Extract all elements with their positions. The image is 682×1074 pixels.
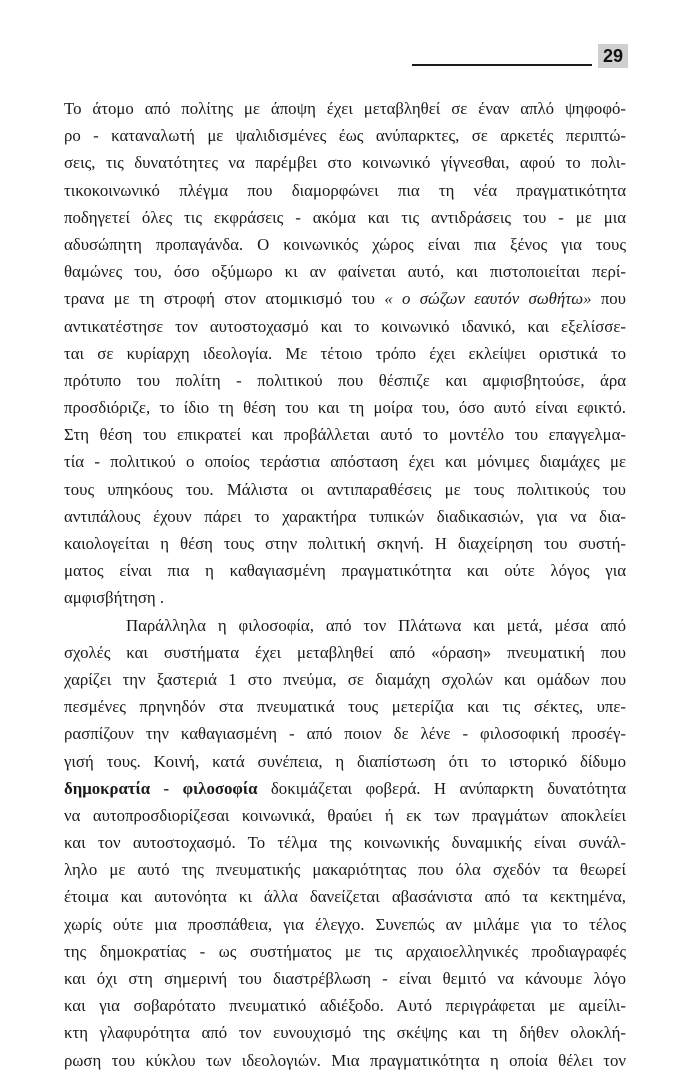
text-line: ρασπίζουν την καθαγιασμένη - από ποιον δε λένε - φιλοσοφική προσέγ- xyxy=(64,724,626,744)
text-line: Το άτομο από πολίτης με άποψη έχει μεταβληθεί σε έναν απλό ψηφοφό- xyxy=(64,99,626,118)
text-line: τία - πολιτικού ο οποίος τεράστια απόσταση έχει και μόνιμες διαμάχες με xyxy=(64,452,626,472)
header-rule xyxy=(412,64,592,66)
quoted-motto: « ο σώζων εαυτόν σωθήτω» xyxy=(384,289,592,309)
page-number: 29 xyxy=(598,44,628,68)
text-line: και για σοβαρότατο πνευματικό αδιέξοδο. Αυτό περιγράφεται με αμείλι- xyxy=(64,996,626,1016)
bold-phrase: δημοκρατία - φιλοσοφία xyxy=(64,778,258,798)
text-line: θαμώνες του, όσο οξύμωρο κι αν φαίνεται αυτό, και πιστοποιείται περί- xyxy=(64,262,626,282)
text-line: αμφισβήτηση . xyxy=(64,588,165,608)
text-line xyxy=(64,775,626,802)
text-segment: τρανα με τη στροφή στον ατομικισμό του xyxy=(64,289,385,309)
text-line: πρότυπο του πολίτη - πολιτικού που θέσπιζε και αμφισβητούσε, άρα xyxy=(64,370,626,390)
text-line: να αυτοπροσδιορίζεσαι κοινωνικά, θραύει ή εκ των πραγμάτων αποκλείει xyxy=(64,805,626,825)
text-line xyxy=(64,285,626,312)
text-line: σχολές και συστήματα έχει μεταβληθεί από «όραση» πνευματική που xyxy=(64,642,626,662)
text-line: καιολογείται η θέση τους στην πολιτική σκηνή. Η διαχείρηση του συστή- xyxy=(64,534,626,553)
text-line: χαρίζει την ξαστεριά 1 στο πνεύμα, σε διαμάχη σχολών και ομάδων που xyxy=(64,669,626,689)
text-line: ματος είναι πια η καθαγιασμένη πραγματικότητα και ούτε λόγος για xyxy=(64,561,626,581)
text-line: ρο - καταναλωτή με ψαλιδισμένες έως ανύπαρκτες, σε αρκετές περιπτώ- xyxy=(64,126,626,146)
text-line: ται σε κυρίαρχη ιδεολογία. Με τέτοιο τρόπο έχει εκλείψει οριστικά το xyxy=(64,343,626,363)
text-segment: που xyxy=(591,289,626,309)
text-line: κτη γλαφυρότητα από τον ευνουχισμό της σκέψης και τη δήθεν ολοκλή- xyxy=(64,1023,626,1043)
text-line: αδυσώπητη προπαγάνδα. Ο κοινωνικός χώρος είναι πια ξένος για τους xyxy=(64,234,626,254)
text-line: προσδιόριζε, το ίδιο τη θέση του και τη μοίρα του, όσο αυτό είναι εφικτό. xyxy=(64,398,626,418)
text-line: χωρίς ούτε μια προσπάθεια, για έλεγχο. Συνεπώς αν μιλάμε για το τέλος xyxy=(64,914,626,934)
text-line: ληλο με αυτό της πνευματικής μακαριότητας που όλα σχεδόν τα θεωρεί xyxy=(64,860,626,880)
text-line: έτοιμα και αυτονόητα κι άλλα δανείζεται αβασάνιστα από τα κεκτημένα, xyxy=(64,887,626,907)
text-line: της δημοκρατίας - ως συστήματος με τις αρχαιοελληνικές προδιαγραφές xyxy=(64,941,626,961)
text-line: σεις, τις δυνατότητες να παρέμβει στο κοινωνικό γίγνεσθαι, αφού το πολι- xyxy=(64,153,626,173)
text-line: και όχι στη σημερινή του διαστρέβλωση - είναι θεμιτό να κάνουμε λόγο xyxy=(64,969,626,988)
text-line: τους υπηκόους του. Μάλιστα οι αντιπαραθέσεις με τους πολιτικούς του xyxy=(64,479,626,499)
paragraph-1 xyxy=(64,95,626,612)
text-line: ρωση του κύκλου των ιδεολογιών. Μια πραγματικότητα η οποία θέλει τον xyxy=(64,1050,626,1070)
text-line: γισή τους. Κοινή, κατά συνέπεια, η διαπίστωση ότι το ιστορικό δίδυμο xyxy=(64,751,626,771)
text-line: αντιπάλους έχουν πάρει το χαρακτήρα τυπικών διαδικασιών, για να δια- xyxy=(64,506,626,526)
text-line: Στη θέση του επικρατεί και προβάλλεται αυτό το μοντέλο του επαγγελμα- xyxy=(64,425,626,445)
text-line: Παράλληλα η φιλοσοφία, από τον Πλάτωνα και μετά, μέσα από xyxy=(126,615,626,635)
paragraph-2 xyxy=(64,612,626,1074)
text-line: ποδηγετεί όλες τις εκφράσεις - ακόμα και τις αντιδράσεις του - με μια xyxy=(64,207,626,227)
text-line: αντικατέστησε τον αυτοστοχασμό και το κοινωνικό ιδανικό, και εξελίσσε- xyxy=(64,316,626,336)
text-segment: δοκιμάζεται φοβερά. Η ανύπαρκτη δυνατότητα xyxy=(257,778,626,798)
text-line: πεσμένες πρηνηδόν στα πνευματικά τους μετερίζια και τις σέκτες, υπε- xyxy=(64,697,626,717)
body-text xyxy=(64,95,626,1074)
text-line: τικοκοινωνικό πλέγμα που διαμορφώνει πια τη νέα πραγματικότητα xyxy=(64,180,626,200)
text-line: και τον αυτοστοχασμό. Το τέλμα της κοινωνικής δυναμικής είναι συνάλ- xyxy=(64,833,626,853)
